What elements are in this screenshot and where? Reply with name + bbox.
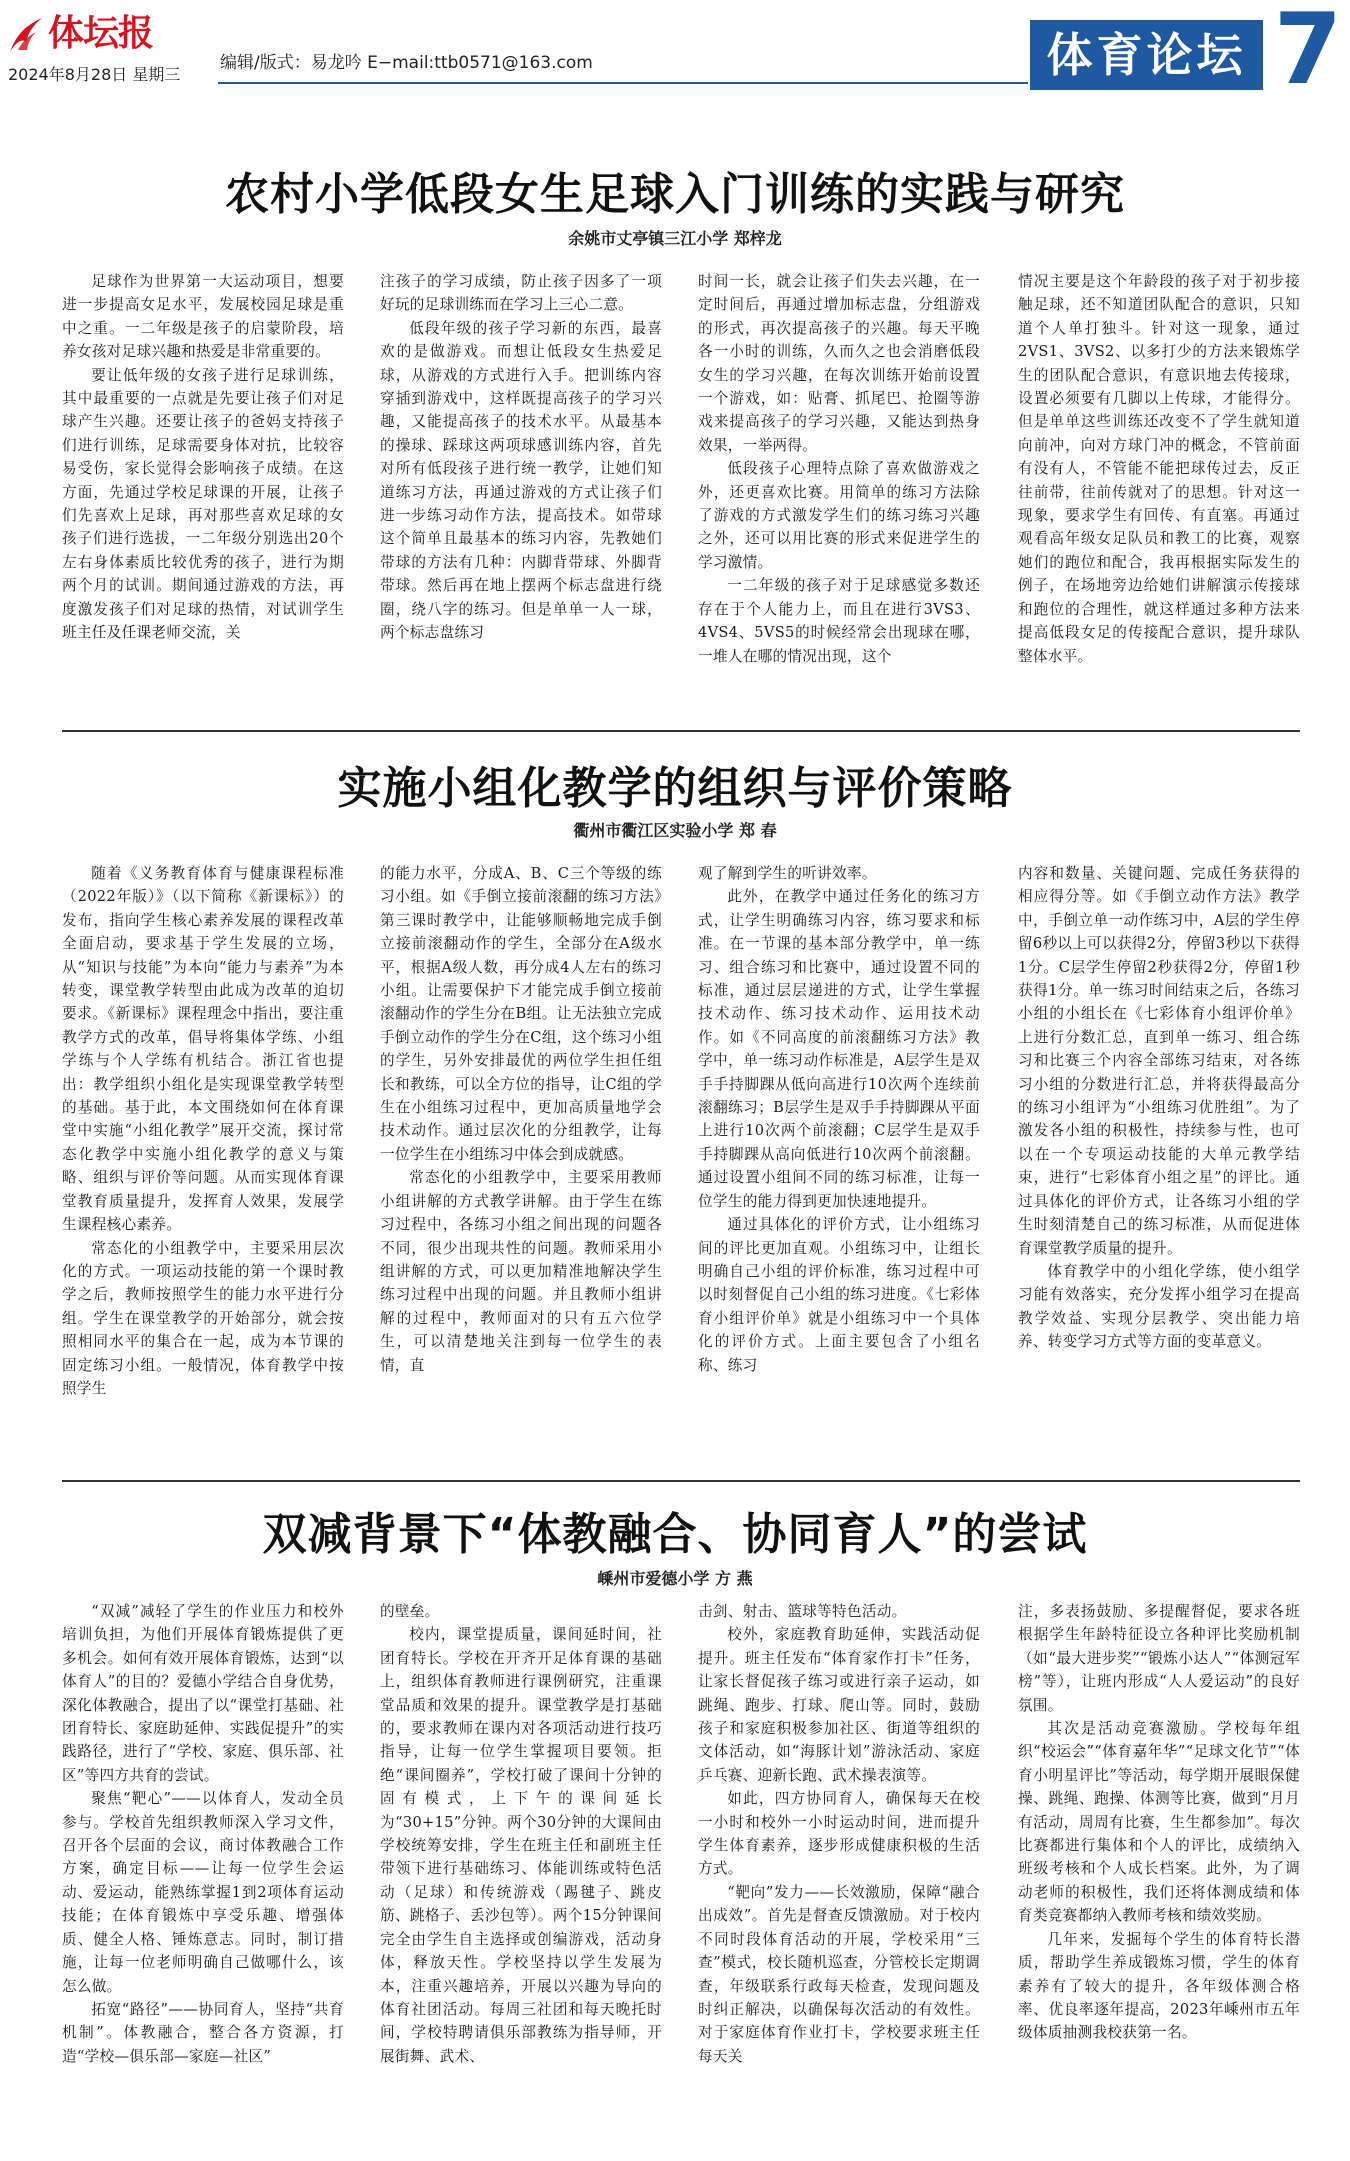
masthead	[0, 0, 1350, 112]
article-divider	[62, 1480, 1300, 1482]
article-3-column-4	[1018, 1600, 1300, 2150]
article-3-body	[62, 1600, 1300, 2150]
section-title: 体育论坛	[1030, 20, 1263, 90]
paragraph: “双减”减轻了学生的作业压力和校外培训负担，为他们开展体育锻炼提供了更多机会。如何有效开展体育锻炼，达到“以体育人”的目的？爱德小学结合自身优势，深化体教融合，提出了以“课堂打基础、社团育特长、家庭助延伸、实践促提升”的实践路径，进行了“学校、家庭、俱乐部、社区”等四方共育的尝试。	[62, 1603, 344, 1784]
article-1-body	[62, 270, 1300, 720]
issue-date: 2024年8月28日 星期三	[8, 65, 181, 84]
article-1-column-3	[698, 270, 980, 720]
newspaper-name: 体坛报	[48, 13, 154, 54]
paragraph: 注孩子的学习成绩，防止孩子因多了一项好玩的足球训练而在学习上三心二意。	[380, 273, 662, 314]
paragraph: 时间一长，就会让孩子们失去兴趣，在一定时间后，再通过增加标志盘，分组游戏的形式，再次提高孩子的兴趣。每天平晚各一小时的训练，久而久之也会消磨低段女生的学习兴趣，在每次训练开始前设置一个游戏，如：贴膏、抓尾巴、抢圈等游戏来提高孩子的学习兴趣，又能达到热身效果，一举两得。	[698, 273, 980, 454]
paragraph: 拓宽“路径”——协同育人，坚持“共育机制”。体教融合，整合各方资源，打造“学校—俱乐部—家庭—社区”	[62, 2000, 344, 2065]
article-1-column-1	[62, 270, 344, 720]
paragraph: 如此，四方协同育人，确保每天在校一小时和校外一小时运动时间，进而提升学生体育素养，逐步形成健康积极的生活方式。	[698, 1790, 980, 1878]
article-1-column-2	[380, 270, 662, 720]
article-2-body	[62, 862, 1300, 1472]
paragraph: 的壁垒。	[380, 1603, 440, 1620]
paragraph: 常态化的小组教学中，主要采用层次化的方式。一项运动技能的第一个课时教学之后，教师按照学生的能力水平进行分组。学生在课堂教学的开始部分，就会按照相同水平的集合在一起，成为本节课的固定练习小组。一般情况，体育教学中按照学生	[62, 1239, 344, 1397]
paragraph: 情况主要是这个年龄段的孩子对于初步接触足球，还不知道团队配合的意识，只知道个人单打独斗。针对这一现象，通过2VS1、3VS2、以多打少的方法来锻炼学生的团队配合意识，有意识地去传接球，设置必须要有几脚以上传球，才能得分。但是单单这些训练还改变不了学生就知道向前冲，向对方球门冲的概念，不管前面有没有人，不管能不能把球传过去，反正往前带，往前传就对了的思想。针对这一现象，要求学生有回传、有直塞。再通过观看高年级女足队员和教工的比赛，观察她们的跑位和配合，我再根据实际发生的例子，在场地旁边给她们讲解演示传接球和跑位的合理性，就这样通过多种方法来提高低段女足的传接配合意识，提升球队整体水平。	[1018, 273, 1300, 665]
paragraph: 的能力水平，分成A、B、C三个等级的练习小组。如《手倒立接前滚翻的练习方法》第三课时教学中，让能够顺畅地完成手倒立接前滚翻动作的学生，全部分在A级水平，根据A级人数，再分成4人左右的练习小组。让需要保护下才能完成手倒立接前滚翻动作的学生分在B组。让无法独立完成手倒立动作的学生分在C组，这个练习小组的学生，另外安排最优的两位学生担任组长和教练，可以全方位的指导，让C组的学生在小组练习过程中，更加高质量地学会技术动作。通过层次化的分组教学，让每一位学生在小组练习中体会到成就感。	[380, 865, 662, 1163]
article-2-column-2	[380, 862, 662, 1472]
paragraph: 一二年级的孩子对于足球感觉多数还存在于个人能力上，而且在进行3VS3、4VS4、5VS5的时候经常会出现球在哪，一堆人在哪的情况出现，这个	[698, 577, 980, 665]
masthead-rule	[218, 82, 1028, 84]
paragraph: 低段孩子心理特点除了喜欢做游戏之外，还更喜欢比赛。用简单的练习方法除了游戏的方式激发学生们的练习练习兴趣之外，还可以用比赛的形式来促进学生的学习激情。	[698, 460, 980, 571]
paragraph: 其次是活动竞赛激励。学校每年组织“校运会”“体育嘉年华”“足球文化节”“体育小明星评比”等活动，每学期开展眼保健操、跳绳、跑操、体测等比赛，做到“月月有活动，周周有比赛，生生都参加”。每次比赛都进行集体和个人的评比，成绩纳入班级考核和个人成长档案。此外，为了调动老师的积极性，我们还将体测成绩和体育类竞赛都纳入教师考核和绩效奖励。	[1018, 1720, 1300, 1925]
paragraph: 低段年级的孩子学习新的东西，最喜欢的是做游戏。而想让低段女生热爱足球，从游戏的方式进行入手。把训练内容穿插到游戏中，这样既提高孩子的学习兴趣，又能提高孩子的技术水平。从最基本的操球、踩球这两项球感训练内容，首先对所有低段孩子进行统一教学，让她们知道练习方法，再通过游戏的方式让孩子们进一步练习动作方法，提高技术。如带球这个简单且最基本的练习内容，先教她们带球的方法有几种：内脚背带球、外脚背带球。然后再在地上摆两个标志盘进行绕圈，绕八字的练习。但是单单一人一球，两个标志盘练习	[380, 319, 662, 642]
paragraph: 校外，家庭教育助延伸，实践活动促提升。班主任发布“体育家作打卡”任务，让家长督促孩子练习或进行亲子运动，如跳绳、跑步、打球、爬山等。同时，鼓励孩子和家庭积极参加社区、街道等组织的文体活动，如“海豚计划”游泳活动、家庭乒乓赛、迎新长跑、武术操表演等。	[698, 1626, 980, 1784]
paragraph: 观了解到学生的听讲效率。	[698, 865, 877, 882]
paragraph: 通过具体化的评价方式，让小组练习间的评比更加直观。小组练习中，让组长明确自己小组的评价标准，练习过程中可以时刻督促自己小组的练习进度。《七彩体育小组评价单》就是小组练习中一个具体化的评价方式。上面主要包含了小组名称、练习	[698, 1216, 980, 1374]
article-3-byline: 嵊州市爱德小学 方 燕	[597, 1569, 753, 1588]
paragraph: 此外，在教学中通过任务化的练习方式，让学生明确练习内容，练习要求和标准。在一节课的基本部分教学中，单一练习、组合练习和比赛中，通过设置不同的标准，通过层层递进的方式，让学生掌握技术动作、练习技术动作、运用技术动作。如《不同高度的前滚翻练习方法》教学中，单一练习动作标准是，A层学生是双手手持脚踝从低向高进行10次两个连续前滚翻练习；B层学生是双手手持脚踝从平面上进行10次两个前滚翻；C层学生是双手手持脚踝从高向低进行10次两个前滚翻。通过设置小组间不同的练习标准，让每一位学生的能力得到更加快速地提升。	[698, 888, 980, 1210]
article-3-column-2	[380, 1600, 662, 2150]
paragraph: 几年来，发掘每个学生的体育特长潜质，帮助学生养成锻炼习惯，学生的体育素养有了较大的提升，各年级体测合格率、优良率逐年提高，2023年嵊州市五年级体质抽测我校获第一名。	[1018, 1930, 1300, 2042]
article-2-byline: 衢州市衢江区实验小学 郑 春	[573, 821, 777, 840]
paragraph: 足球作为世界第一大运动项目，想要进一步提高女足水平，发展校园足球是重中之重。一二年级是孩子的启蒙阶段，培养女孩对足球兴趣和热爱是非常重要的。	[62, 273, 344, 361]
article-2-column-3	[698, 862, 980, 1472]
paragraph: 体育教学中的小组化学练，使小组学习能有效落实，充分发挥小组学习在提高教学效益、实现分层教学、突出能力培养、转变学习方式等方面的变革意义。	[1018, 1262, 1300, 1351]
article-1-column-4	[1018, 270, 1300, 720]
article-1-byline: 余姚市丈亭镇三江小学 郑梓龙	[568, 229, 782, 248]
article-3-column-1	[62, 1600, 344, 2150]
torch-flame-icon	[6, 12, 46, 56]
article-3-column-3	[698, 1600, 980, 2150]
article-2-title: 实施小组化教学的组织与评价策略	[337, 763, 1013, 814]
article-2-column-1	[62, 862, 344, 1472]
paragraph: 注，多表扬鼓励、多提醒督促，要求各班根据学生年龄特征设立各种评比奖励机制（如“最大进步奖”“锻炼小达人”“体测冠军榜”等），让班内形成“人人爱运动”的良好氛围。	[1018, 1603, 1300, 1714]
paragraph: 校内，课堂提质量，课间延时间，社团育特长。学校在开齐开足体育课的基础上，组织体育教师进行课例研究，注重课堂品质和效果的提升。课堂教学是打基础的，要求教师在课内对各项活动进行技巧指导，让每一位学生掌握项目要领。拒绝“课间圈养”，学校打破了课间十分钟的固有模式，上下午的课间延长为“30+15”分钟。两个30分钟的大课间由学校统筹安排，学生在班主任和副班主任带领下进行基础练习、体能训练或特色活动（足球）和传统游戏（踢毽子、跳皮筋、跳格子、丢沙包等）。两个15分钟课间完全由学生自主选择或创编游戏，活动身体，释放天性。学校坚持以学生发展为本，注重兴趣培养，开展以兴趣为导向的体育社团活动。每周三社团和每天晚托时间，学校特聘请俱乐部教练为指导师，开展街舞、武术、	[380, 1626, 662, 2065]
article-2-column-4	[1018, 862, 1300, 1472]
article-3-title: 双减背景下“体教融合、协同育人”的尝试	[262, 1509, 1088, 1560]
article-divider	[62, 730, 1300, 732]
paragraph: 内容和数量、关键问题、完成任务获得的相应得分等。如《手倒立动作方法》教学中，手倒立单一动作练习中，A层的学生停留6秒以上可以获得2分，停留3秒以下获得1分。C层学生停留2秒获得2分，停留1秒获得1分。单一练习时间结束之后，各练习小组的小组长在《七彩体育小组评价单》上进行分数汇总，直到单一练习、组合练习和比赛三个内容全部练习结束，对各练习小组的分数进行汇总，并将获得最高分的练习小组评为“小组练习优胜组”。为了激发各小组的积极性，持续参与性，也可以在一个专项运动技能的大单元教学结束，进行“七彩体育小组之星”的评比。通过具体化的评价方式，让各练习小组的学生时刻清楚自己的练习标准，从而促进体育课堂教学质量的提升。	[1018, 865, 1300, 1257]
article-1-title: 农村小学低段女生足球入门训练的实践与研究	[225, 169, 1125, 220]
newspaper-logo	[6, 12, 211, 56]
paragraph: 要让低年级的女孩子进行足球训练，其中最重要的一点就是先要让孩子们对足球产生兴趣。还要让孩子的爸妈支持孩子们进行训练，足球需要身体对抗，比较容易受伤，家长觉得会影响孩子成绩。在这方面，先通过学校足球课的开展，让孩子们先喜欢上足球，再对那些喜欢足球的女孩子们进行选拔，一二年级分别选出20个左右身体素质比较优秀的孩子，进行为期两个月的试训。期间通过游戏的方法，再度激发孩子们对足球的热情，对试训学生班主任及任课老师交流，关	[62, 366, 344, 642]
paragraph: “靶向”发力——长效激励，保障“融合出成效”。首先是督查反馈激励。对于校内不同时段体育活动的开展，学校采用“三查”模式，校长随机巡查，分管校长定期调查，年级联系行政每天检查，发现问题及时纠正解决，以确保每次活动的有效性。对于家庭体育作业打卡，学校要求班主任每天关	[698, 1883, 980, 2065]
editor-credit: 编辑/版式：易龙吟 E−mail:ttb0571@163.com	[220, 53, 593, 73]
paragraph: 聚焦“靶心”——以体育人，发动全员参与。学校首先组织教师深入学习文件，召开各个层面的会议，商讨体教融合工作方案，确定目标——让每一位学生会运动、爱运动，能熟练掌握1到2项体育运动技能；在体育锻炼中享受乐趣、增强体质、健全人格、锤炼意志。同时，制订措施，让每一位老师明确自己做哪什么，该怎么做。	[62, 1790, 344, 1995]
paragraph: 随着《义务教育体育与健康课程标准（2022年版）》（以下简称《新课标》）的发布，指向学生核心素养发展的课程改革全面启动，要求基于学生发展的立场，从“知识与技能”为本向“能力与素养”为本转变，课堂教学转型由此成为改革的迫切要求。《新课标》课程理念中指出，要注重教学方式的改革，倡导将集体学练、小组学练与个人学练有机结合。浙江省也提出：教学组织小组化是实现课堂教学转型的基础。基于此，本文围绕如何在体育课堂中实施“小组化教学”展开交流，探讨常态化教学中实施小组化教学的意义与策略、组织与评价等问题。从而实现体育课堂教育质量提升，发挥育人效果，发展学生课程核心素养。	[62, 865, 344, 1234]
page-number: 7	[1273, 0, 1343, 107]
paragraph: 击剑、射击、篮球等特色活动。	[698, 1603, 907, 1620]
paragraph: 常态化的小组教学中，主要采用教师小组讲解的方式教学讲解。由于学生在练习过程中，各练习小组之间出现的问题各不同，很少出现共性的问题。教师采用小组讲解的方式，可以更加精准地解决学生练习过程中出现的问题。并且教师小组讲解的过程中，教师面对的只有五六位学生，可以清楚地关注到每一位学生的表情，直	[380, 1169, 662, 1374]
